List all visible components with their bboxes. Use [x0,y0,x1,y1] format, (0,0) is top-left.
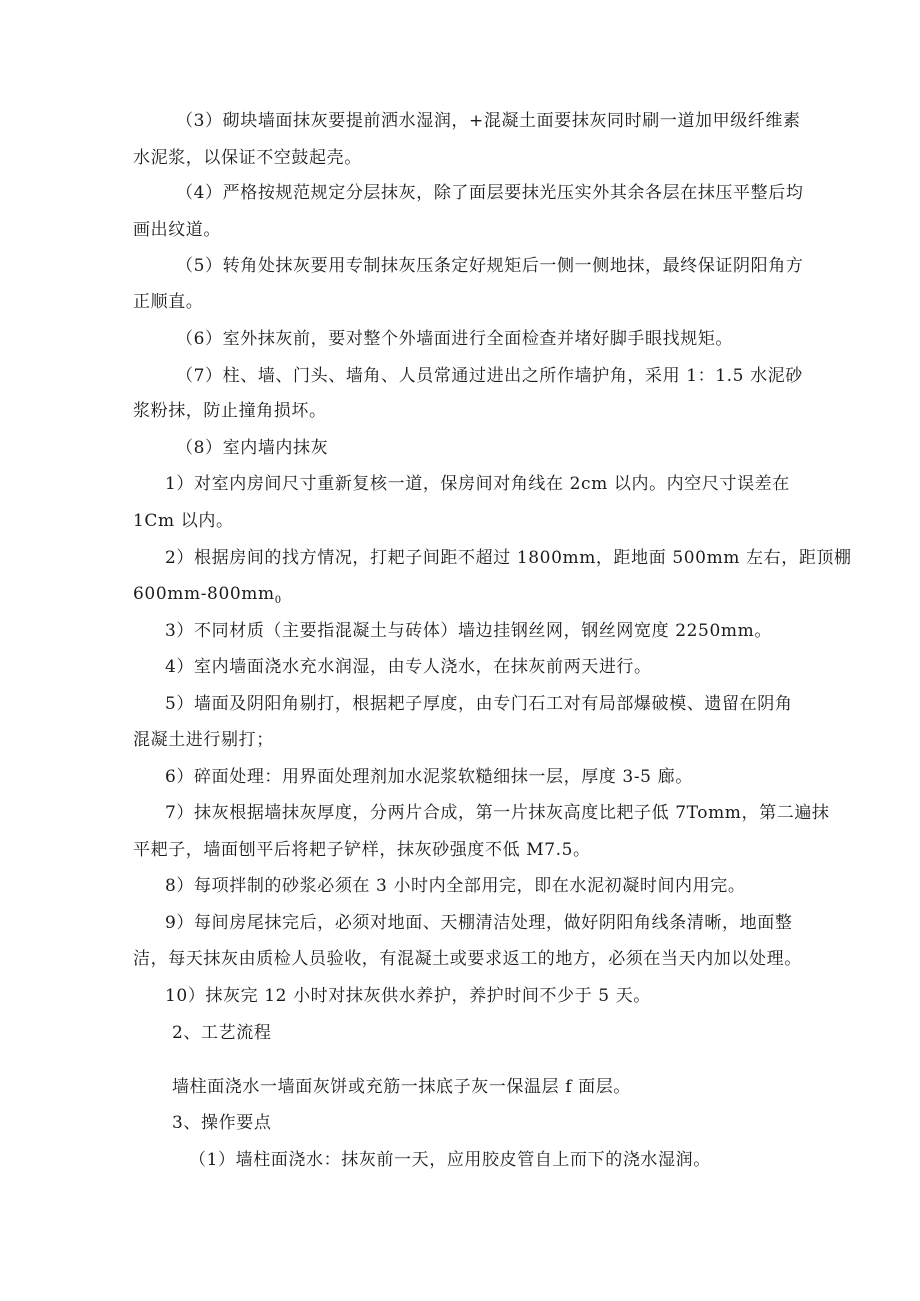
item-1-line-1: 1）对室内房间尺寸重新复核一道，保房间对角线在 2cm 以内。内空尺寸误差在 [165,474,790,494]
para-3-line-2: 水泥浆，以保证不空鼓起壳。 [133,148,362,168]
para-4-line-2: 画出纹道。 [133,220,221,240]
para-5-line-1: （5）转角处抹灰要用专制抹灰压条定好规矩后一侧一侧地抹，最终保证阴阳角方 [176,256,804,276]
item-9-line-2: 洁，每天抹灰由质检人员验收，有混凝土或要求返工的地方，必须在当天内加以处理。 [133,949,802,969]
operation-1-line-1: （1）墙柱面浇水：抹灰前一天，应用胶皮管自上而下的浇水湿润。 [189,1150,711,1170]
para-3-line-1: （3）砌块墙面抹灰要提前洒水湿润，+混凝土面要抹灰同时刷一道加甲级纤维素 [176,111,801,131]
item-3-line-1: 3）不同材质（主要指混凝土与砖体）墙边挂钢丝网，钢丝网宽度 2250mm。 [165,621,772,641]
item-5-line-2: 混凝土进行剔打； [133,730,274,750]
item-10-line-1: 10）抹灰完 12 小时对抹灰供水养护，养护时间不少于 5 天。 [165,986,651,1006]
item-2-line-1: 2）根据房间的找方情况，打耙子间距不超过 1800mm，距地面 500mm 左右，距顶棚 [165,548,852,568]
item-9-line-1: 9）每间房尾抹完后，必须对地面、天棚清洁处理，做好阴阳角线条清晰，地面整 [165,913,793,933]
para-7-line-2: 浆粉抹，防止撞角损坏。 [133,401,327,421]
para-6-line-1: （6）室外抹灰前，要对整个外墙面进行全面检查并堵好脚手眼找规矩。 [176,329,734,349]
item-7-line-2: 平耙子，墙面刨平后将耙子铲样，抹灰砂强度不低 M7.5。 [133,840,591,860]
section-2-heading: 2、工艺流程 [172,1023,272,1043]
item-5-line-1: 5）墙面及阴阳角剔打，根据耙子厚度，由专门石工对有局部爆破模、遗留在阴角 [165,694,793,714]
item-6-line-1: 6）碎面处理：用界面处理剂加水泥浆软糙细抹一层，厚度 3-5 廊。 [165,767,693,787]
item-7-line-1: 7）抹灰根据墙抹灰厚度，分两片合成，第一片抹灰高度比耙子低 7Tomm，第二遍抹 [165,803,830,823]
section-3-heading: 3、操作要点 [172,1113,272,1133]
item-1-line-2: 1Cm 以内。 [133,511,234,531]
item-4-line-1: 4）室内墙面浇水充水润湿，由专人浇水，在抹灰前两天进行。 [165,657,652,677]
item-2-line-2-text: 600mm-800mm [133,584,275,604]
para-5-line-2: 正顺直。 [133,292,204,312]
para-8-line-1: （8）室内墙内抹灰 [176,438,329,458]
item-2-line-2-subscript: 0 [274,595,282,606]
para-7-line-1: （7）柱、墙、门头、墙角、人员常通过进出之所作墙护角，采用 1：1.5 水泥砂 [176,366,803,386]
para-4-line-1: （4）严格按规范规定分层抹灰，除了面层要抹光压实外其余各层在抹压平整后均 [176,183,804,203]
item-8-line-1: 8）每项拌制的砂浆必须在 3 小时内全部用完，即在水泥初凝时间内用完。 [165,876,746,896]
process-flow-text: 墙柱面浇水一墙面灰饼或充筋一抹底子灰一保温层 f 面层。 [172,1077,631,1097]
item-2-line-2 [133,584,281,611]
